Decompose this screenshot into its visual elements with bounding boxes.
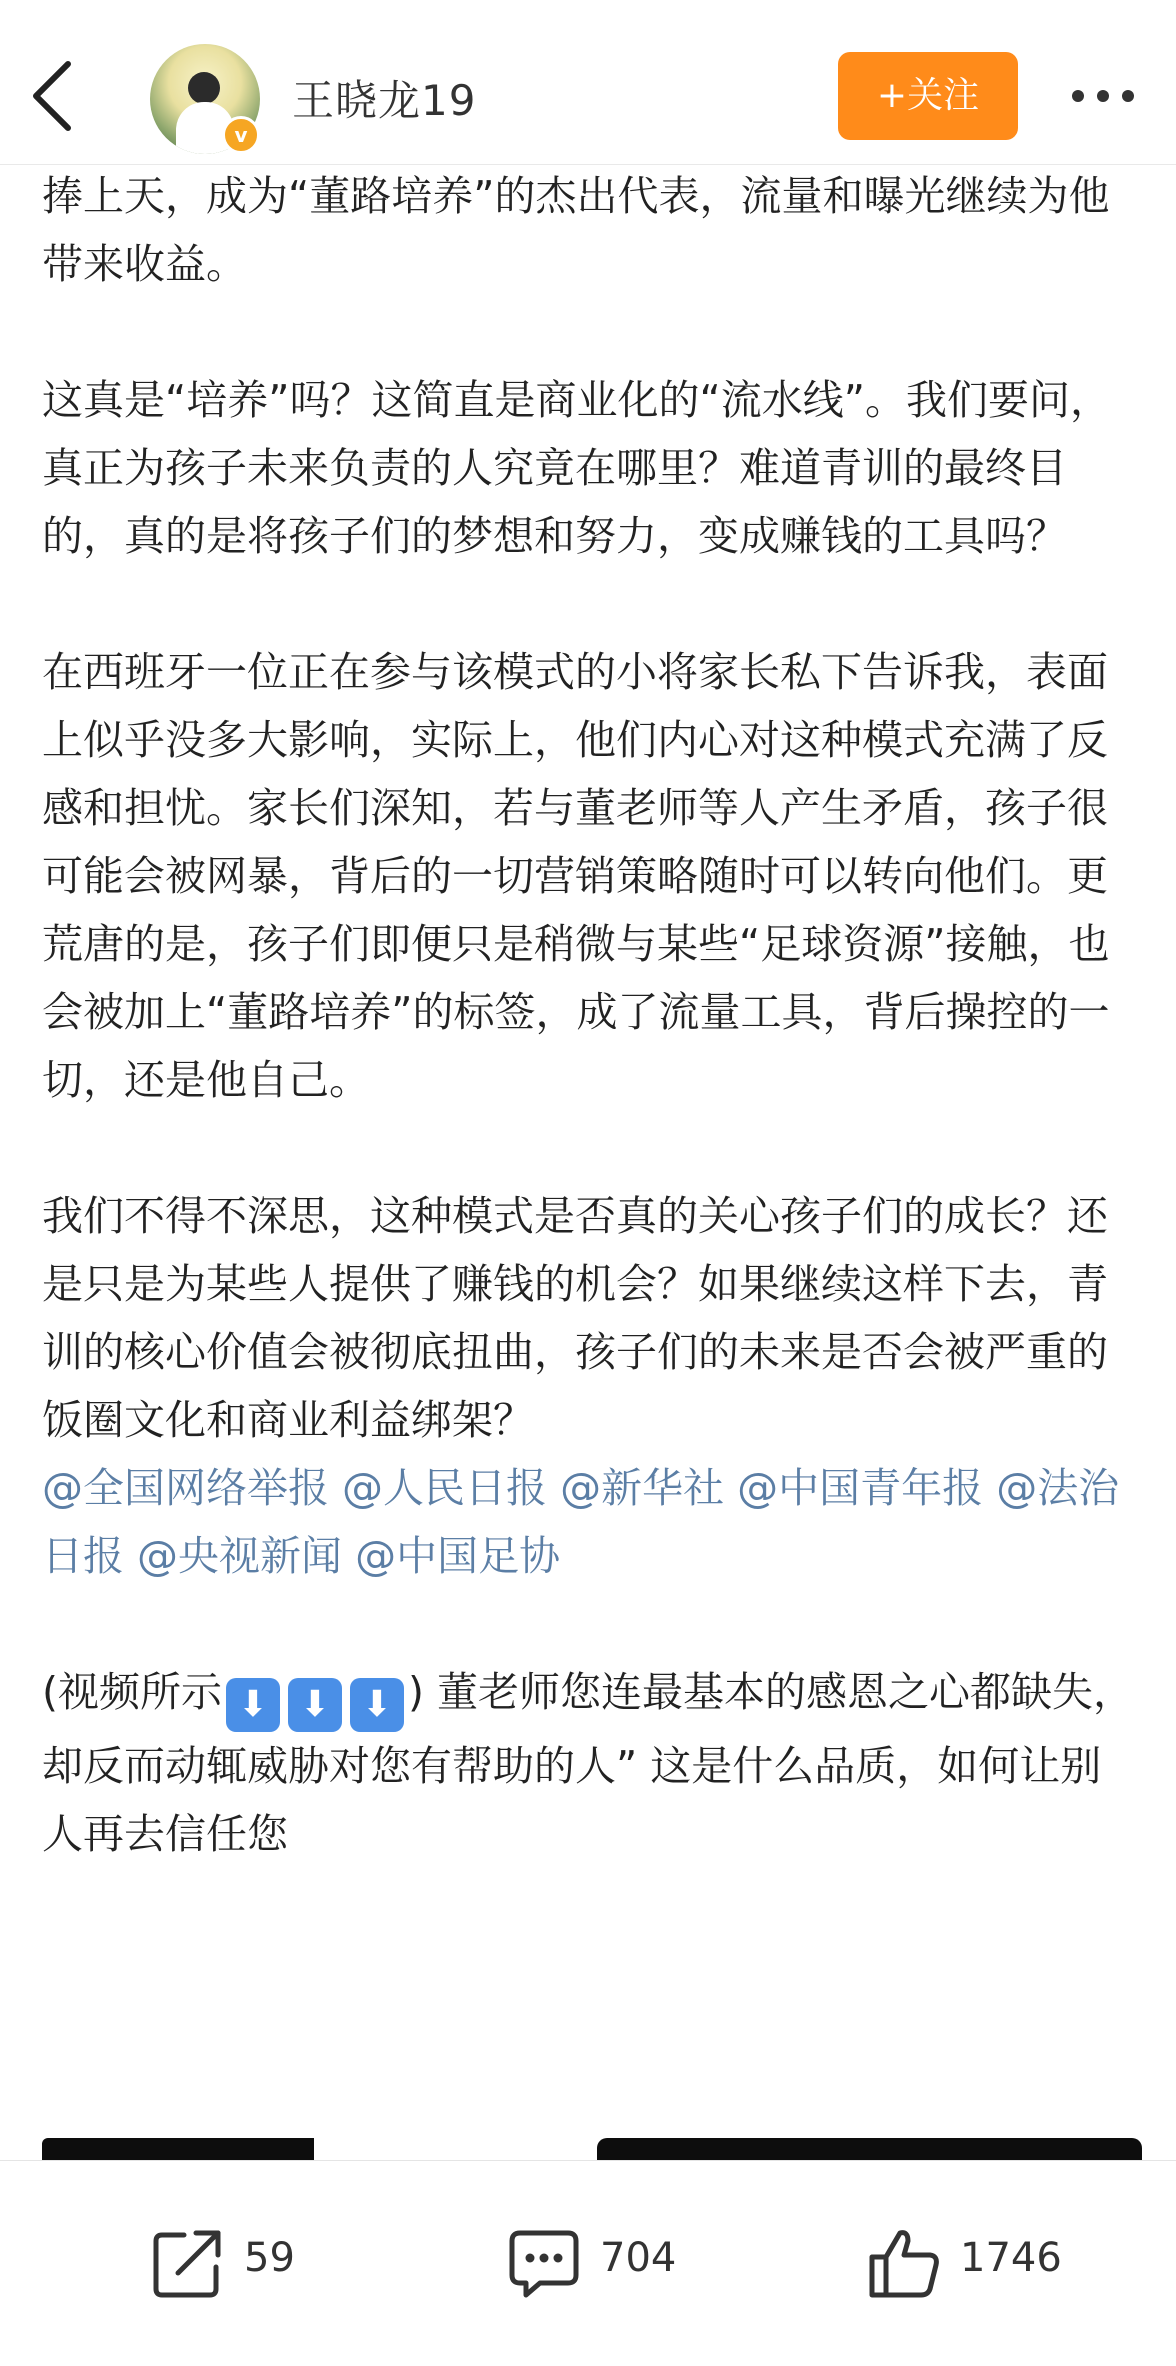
paragraph-5: [42, 1658, 1142, 1868]
post-body: [42, 162, 1142, 1868]
down-arrow-icon: ⬇: [350, 1678, 404, 1732]
mention-link[interactable]: @法治日报: [42, 1464, 1120, 1580]
mention-link[interactable]: @新华社: [560, 1464, 725, 1512]
username[interactable]: 王晓龙19: [292, 76, 477, 125]
share-button[interactable]: [148, 2223, 348, 2303]
video-note-text: ) 董老师您连最基本的感恩之心都缺失，却反而动辄威胁对您有帮助的人” 这是什么品质，如何让别人再去信任您: [42, 1668, 1135, 1858]
avatar-figure-head: [188, 72, 220, 104]
like-count: 1746: [960, 2235, 1062, 2281]
down-arrow-icon: ⬇: [226, 1678, 280, 1732]
mention-link[interactable]: @中国青年报: [737, 1464, 984, 1512]
like-button[interactable]: [864, 2223, 1104, 2303]
paragraph-3: 在西班牙一位正在参与该模式的小将家长私下告诉我，表面上似乎没多大影响，实际上，他们内心对这种模式充满了反感和担忧。家长们深知，若与董老师等人产生矛盾，孩子很可能会被网暴，背后的一切营销策略随时可以转向他们。更荒唐的是，孩子们即便只是稍微与某些“足球资源”接触，也会被加上“董路培养”的标签，成了流量工具，背后操控的一切，还是他自己。: [42, 648, 1110, 1104]
comment-count: 704: [600, 2235, 677, 2281]
more-icon[interactable]: [1068, 84, 1138, 108]
follow-button[interactable]: +关注: [838, 52, 1018, 140]
share-icon: [148, 2223, 228, 2303]
paragraph-4: 我们不得不深思，这种模式是否真的关心孩子们的成长？还是只是为某些人提供了赚钱的机会？如果继续这样下去，青训的核心价值会被彻底扭曲，孩子们的未来是否会被严重的饭圈文化和商业利益绑架？: [42, 1192, 1108, 1444]
comment-icon: [504, 2223, 584, 2303]
comment-button[interactable]: [504, 2223, 704, 2303]
mention-link[interactable]: @央视新闻: [137, 1532, 343, 1580]
top-bar: [0, 0, 1176, 165]
bottom-action-bar: [0, 2160, 1176, 2366]
back-icon[interactable]: [28, 58, 78, 134]
share-count: 59: [244, 2235, 295, 2281]
mentions: [42, 1454, 1142, 1590]
paragraph-2: 这真是“培养”吗？这简直是商业化的“流水线”。我们要问，真正为孩子未来负责的人究竟在哪里？难道青训的最终目的，真的是将孩子们的梦想和努力，变成赚钱的工具吗？: [42, 376, 1111, 560]
down-arrow-icon: ⬇: [288, 1678, 342, 1732]
mention-link[interactable]: @中国足协: [355, 1532, 561, 1580]
mention-link[interactable]: @人民日报: [342, 1464, 548, 1512]
verified-icon: v: [222, 116, 260, 154]
thumbs-up-icon: [864, 2223, 944, 2303]
mention-link[interactable]: @全国网络举报: [42, 1464, 329, 1512]
video-note-prefix: (视频所示: [42, 1668, 222, 1716]
paragraph-1: 捧上天，成为“董路培养”的杰出代表，流量和曝光继续为他带来收益。: [42, 172, 1110, 288]
